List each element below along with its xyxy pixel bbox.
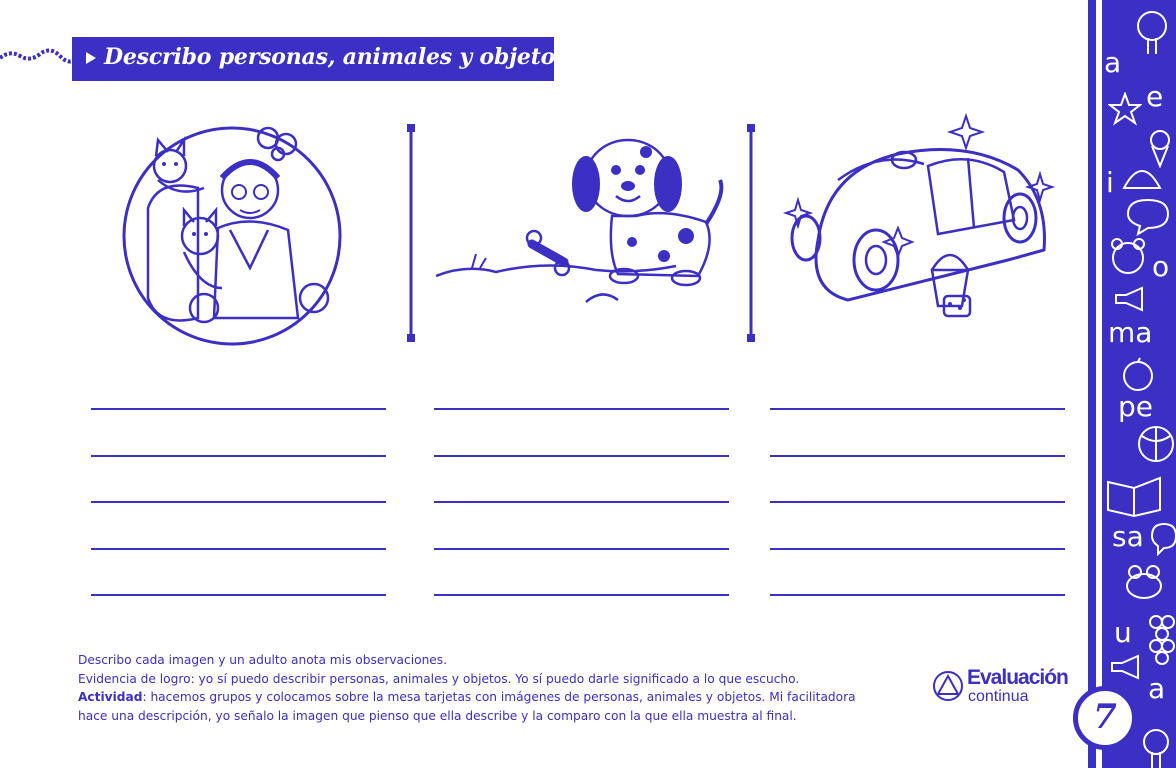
title-banner xyxy=(72,37,568,81)
sidebar-letter: ma xyxy=(1108,316,1153,349)
instruction-line: Describo cada imagen y un adulto anota mis observaciones. xyxy=(78,653,448,667)
column-divider xyxy=(404,124,418,342)
activity-line xyxy=(78,688,928,707)
evidence-line: Evidencia de logro: yo sí puedo describir personas, animales y objetos. Yo sí puedo darle significado a lo que escucho. xyxy=(78,671,800,686)
sidebar-letter: a xyxy=(1104,46,1122,79)
writing-line xyxy=(434,408,729,410)
activity-text: : hacemos grupos y colocamos sobre la mesa tarjetas con imágenes de personas, animales y objetos. Mi facilitadora xyxy=(142,690,856,705)
activity-line-continued: hace una descripción, yo señalo la imagen que pienso que ella describe y la comparo con la que ella muestra al final. xyxy=(78,708,797,723)
page-number: 7 xyxy=(1093,697,1117,737)
rope-decoration xyxy=(0,38,80,68)
apple-icon xyxy=(1120,356,1156,392)
star-icon xyxy=(1108,92,1142,126)
writing-line xyxy=(434,501,729,503)
writing-line xyxy=(770,455,1065,457)
writing-line xyxy=(434,594,729,596)
speech-bubble-icon xyxy=(1126,198,1170,236)
writing-line xyxy=(770,594,1065,596)
grapes-icon xyxy=(1148,608,1176,668)
activity-label: Actividad xyxy=(78,690,143,705)
tree-icon xyxy=(1132,10,1172,56)
dalmatian-illustration xyxy=(436,124,736,314)
brand-subtitle: continua xyxy=(968,688,1029,705)
writing-line xyxy=(91,594,386,596)
frog-icon xyxy=(1122,560,1166,604)
writing-line xyxy=(770,548,1065,550)
sidebar-letter: pe xyxy=(1118,390,1153,423)
bear-face-icon xyxy=(1108,236,1148,276)
writing-line xyxy=(91,548,386,550)
brand-logo xyxy=(932,666,1082,710)
sidebar-letter: o xyxy=(1152,250,1170,283)
tree-icon xyxy=(1136,728,1176,768)
writing-line xyxy=(434,455,729,457)
writing-line xyxy=(91,455,386,457)
writing-line xyxy=(91,501,386,503)
book-icon xyxy=(1106,474,1162,518)
megaphone-icon xyxy=(1112,286,1146,312)
igloo-icon xyxy=(1122,160,1162,190)
page-number-badge xyxy=(1073,686,1137,750)
grandmother-illustration xyxy=(118,118,350,350)
sidebar-decoration xyxy=(1088,0,1176,768)
sidebar-letter: u xyxy=(1114,616,1132,649)
writing-line xyxy=(770,408,1065,410)
writing-line xyxy=(91,408,386,410)
sidebar-letter: e xyxy=(1146,80,1164,113)
sidebar-panel xyxy=(1102,0,1176,768)
sidebar-border xyxy=(1088,0,1096,768)
ball-icon xyxy=(1136,424,1176,464)
writing-line xyxy=(770,501,1065,503)
toy-car-illustration xyxy=(778,110,1058,330)
instructions xyxy=(78,651,928,725)
speech-bubble-icon xyxy=(1150,522,1176,556)
arrow-bullet-icon xyxy=(84,48,100,68)
column-divider xyxy=(744,124,758,342)
sidebar-letter: sa xyxy=(1112,520,1144,553)
megaphone-icon xyxy=(1108,654,1142,680)
writing-line xyxy=(434,548,729,550)
sidebar-letter: i xyxy=(1106,166,1114,199)
sidebar-letter: a xyxy=(1148,672,1166,705)
triangle-circle-logo-icon xyxy=(932,670,964,702)
page-title: Describo personas, animales y objetos xyxy=(104,44,568,70)
brand-name: Evaluación xyxy=(967,666,1068,689)
